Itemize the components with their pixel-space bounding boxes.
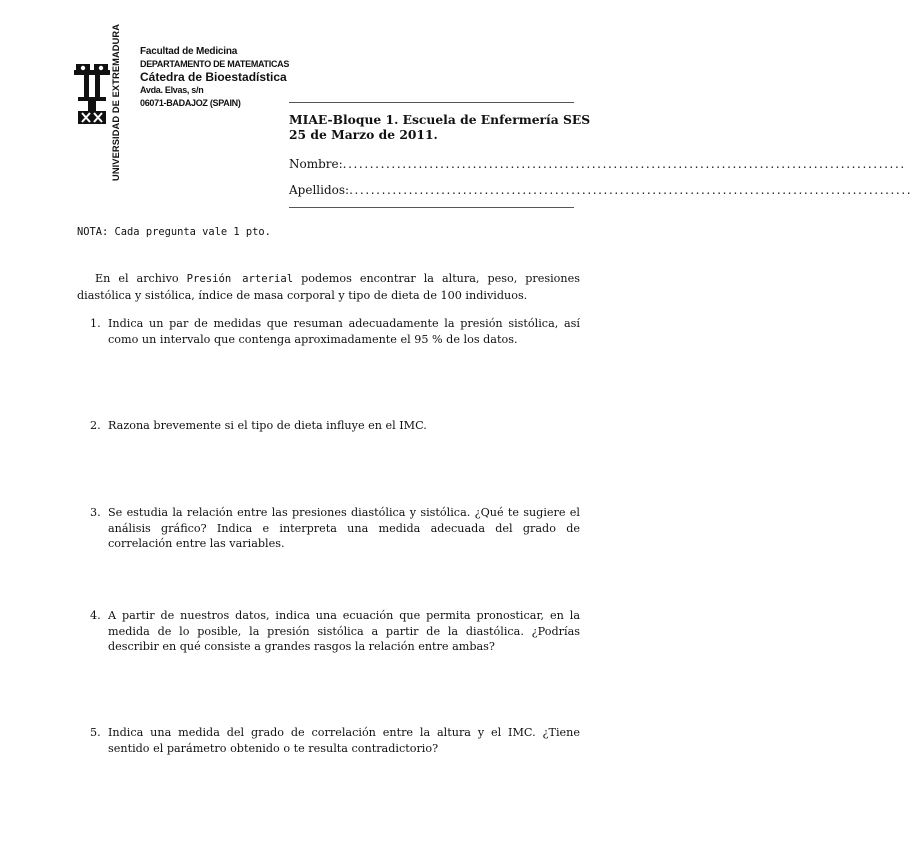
surname-label: Apellidos:: [289, 183, 350, 197]
intro-paragraph: [77, 271, 580, 303]
question-text: Indica un par de medidas que resuman adecuadamente la presión sistólica, así como un intervalo que contenga aproximadamente el 95 % de los datos.: [108, 317, 580, 346]
name-label: Nombre:: [289, 157, 343, 171]
question-number: 1.: [90, 317, 101, 330]
university-logo-icon: [74, 62, 110, 124]
name-dots: ........................................................................................................: [342, 157, 906, 171]
question-text: Razona brevemente si el tipo de dieta influye en el IMC.: [108, 419, 427, 432]
exam-title-block: [289, 112, 590, 142]
question-3: [90, 505, 580, 552]
faculty-name: Facultad de Medicina: [140, 46, 238, 57]
question-number: 3.: [90, 506, 101, 519]
surname-field[interactable]: [289, 183, 912, 197]
question-4: [90, 608, 580, 655]
question-number: 2.: [90, 419, 101, 432]
intro-after: podemos encontrar la altura, peso, presiones diastólica y sistólica, índice de masa corporal y tipo de dieta de 100 individuos.: [77, 272, 580, 302]
address-line-2: 06071-BADAJOZ (SPAIN): [140, 98, 241, 108]
question-text: Indica una medida del grado de correlación entre la altura y el IMC. ¿Tiene sentido el parámetro obtenido o te resulta contradictorio?: [108, 726, 580, 755]
exam-title: MIAE-Bloque 1. Escuela de Enfermería SES: [289, 112, 591, 127]
nota-text: NOTA: Cada pregunta vale 1 pto.: [77, 226, 271, 238]
header-top-rule: [289, 102, 574, 103]
question-text: A partir de nuestros datos, indica una ecuación que permita pronosticar, en la medida de lo posible, la presión sistólica a partir de la diastólica. ¿Podrías describir en qué consiste a grandes rasgos la relación entre ambas?: [108, 609, 580, 653]
name-field[interactable]: [289, 157, 906, 171]
question-number: 5.: [90, 726, 101, 739]
address-line-1: Avda. Elvas, s/n: [140, 85, 204, 95]
intro-before: En el archivo: [95, 272, 187, 285]
exam-date: 25 de Marzo de 2011.: [289, 127, 438, 142]
chair-name: Cátedra de Bioestadística: [140, 70, 287, 84]
question-1: [90, 316, 580, 347]
question-5: [90, 725, 580, 756]
intro-file-name: Presión arterial: [186, 273, 294, 285]
header-bottom-rule: [289, 207, 574, 208]
question-2: [90, 418, 580, 434]
surname-dots: ........................................................................................................: [349, 183, 912, 197]
university-name-vertical: UNIVERSIDAD DE EXTREMADURA: [111, 23, 121, 181]
question-number: 4.: [90, 609, 101, 622]
department-name: DEPARTAMENTO DE MATEMATICAS: [140, 59, 290, 69]
institution-block: [140, 45, 289, 110]
question-text: Se estudia la relación entre las presiones diastólica y sistólica. ¿Qué te sugiere el análisis gráfico? Indica e interpreta una medida adecuada del grado de correlación entre las variables.: [108, 506, 580, 550]
